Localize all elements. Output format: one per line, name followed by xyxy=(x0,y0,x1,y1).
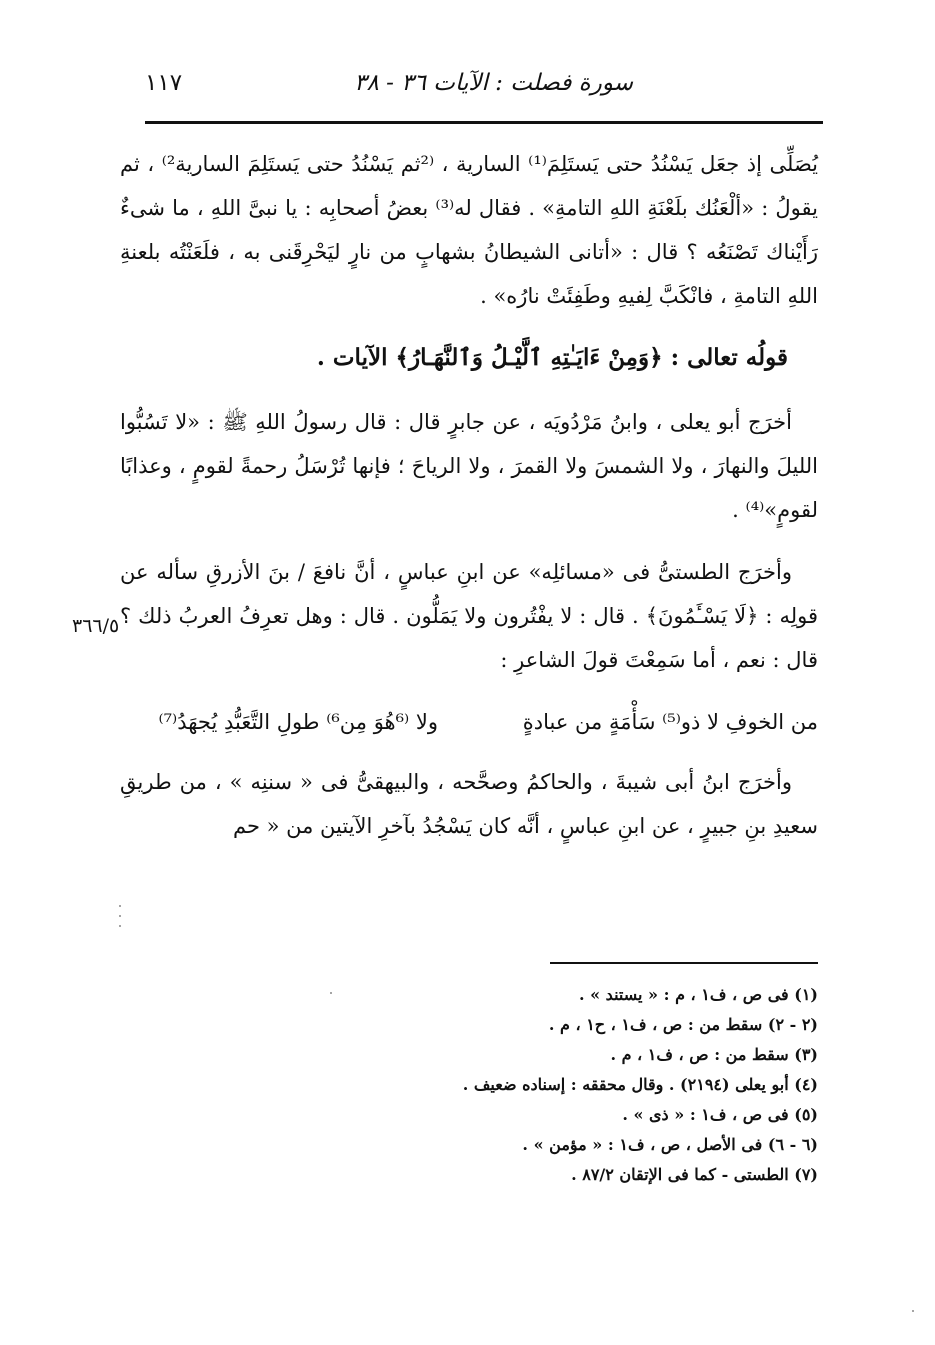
paragraph-4: وأخرَج ابنُ أبى شيبةَ ، والحاكمُ وصحَّحه ، والبيهقىُّ فى « سننِه » ، من طريقِ سعيدِ بنِ جبيرٍ ، عن ابنِ عباسٍ ، أنَّه كان يَسْجُدُ بآخرِ الآيتين من « حم xyxy=(120,770,818,838)
footnote-3: (٣) سقط من : ص ، ف١ ، م . xyxy=(610,1045,818,1064)
scan-speck xyxy=(119,925,121,927)
paragraph-1: يُصَلِّى إذ جعَل يَسْنُدُ حتى يَستَلِمَ⁽¹⁾ السارية ، ⁽²ثم يَسْنُدُ حتى يَستَلِمَ السارية²⁾ ، ثم يقولُ : «ألْعَنُك بلَعْنَةِ اللهِ التامةِ» . فقال له⁽³⁾ بعضُ أصحابِه : يا نبىَّ اللهِ ، ما شىءٌ رَأَيْناك تَصْنَعُه ؟ قال : «أتانى الشيطانُ بشهابٍ من نارٍ ليَحْرِقَنى به ، فلَعَنْتُه بلعنةِ اللهِ التامةِ ، فانْكَبَّ لِفيهِ وطَفِئَتْ نارُه» . xyxy=(120,152,819,308)
main-text xyxy=(120,142,818,866)
scan-speck xyxy=(330,992,332,994)
scan-speck xyxy=(912,1310,914,1312)
footnotes xyxy=(120,980,818,1190)
footnote-1: (١) فى ص ، ف١ ، م : « يستند » . xyxy=(578,985,818,1004)
footnote-7: (٧) الطستى - كما فى الإتقان ٨٧/٢ . xyxy=(571,1165,818,1184)
page-number: ١١٧ xyxy=(145,70,183,96)
margin-reference: ٣٦٦/٥ xyxy=(72,615,120,637)
header-rule xyxy=(145,121,823,124)
footnote-6: (٦ - ٦) فى الأصل ، ص ، ف١ : « مؤمن » . xyxy=(522,1135,818,1154)
paragraph-3: وأخرَج الطستىُّ فى «مسائلِه» عن ابنِ عباسٍ ، أنَّ نافعَ / بنَ الأزرقِ سأله عن قولِه : ﴿لَا يَسْـَٔمُونَ﴾ . قال : لا يفْتُرون ولا يَمَلُّون . قال : وهل تعرِفُ العربُ ذلك ؟ قال : نعم ، أما سَمِعْتَ قولَ الشاعرِ : xyxy=(120,560,818,672)
footnote-4: (٤) أبو يعلى (٢١٩٤) . وقال محققه : إسناده ضعيف . xyxy=(462,1075,818,1094)
poem-verse xyxy=(120,700,818,744)
scan-speck xyxy=(119,915,121,917)
poem-hemistich-2: ولا ⁽⁶هُوَ مِن⁶⁾ طولِ التَّعَبُّدِ يُجهَدُ⁽⁷⁾ xyxy=(158,710,438,734)
footnote-2: (٢ - ٢) سقط من : ص ، ف١ ، ح١ ، م . xyxy=(548,1015,818,1034)
scan-speck xyxy=(119,905,121,907)
running-title: سورة فصلت : الآيات ٣٦ - ٣٨ xyxy=(354,70,633,96)
paragraph-2: أخرَج أبو يعلى ، وابنُ مَرْدُويَه ، عن جابرٍ قال : قال رسولُ اللهِ ﷺ : «لا تَسُبُّوا الليلَ والنهارَ ، ولا الشمسَ ولا القمرَ ، ولا الرياحَ ؛ فإنها تُرْسَلُ رحمةً لقومٍ ، وعذابًا لقومٍ»⁽⁴⁾ . xyxy=(120,410,818,522)
verse-heading: قولُه تعالى : ﴿وَمِنْ ءَايَـٰتِهِ ٱلَّيْـلُ وَٱلنَّهَـارُ﴾ الآيات . xyxy=(316,344,788,371)
footnote-5: (٥) فى ص ، ف١ : « ذى » . xyxy=(622,1105,818,1124)
poem-hemistich-1: من الخوفِ لا ذو⁽⁵⁾ سَأْمَةٍ من عبادةٍ xyxy=(522,710,818,734)
page-header xyxy=(145,62,823,102)
footnote-rule xyxy=(550,962,818,964)
